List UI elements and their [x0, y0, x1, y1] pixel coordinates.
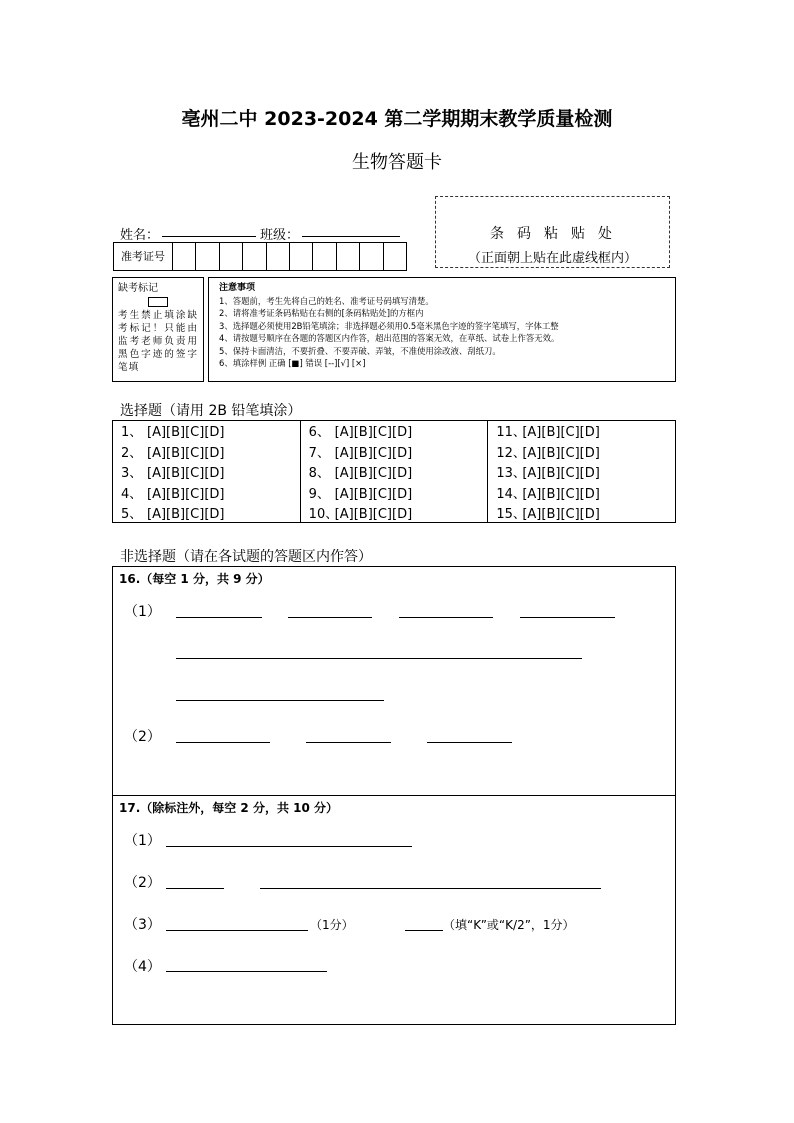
q17-heading: 17.（除标注外，每空 2 分，共 10 分）	[119, 801, 339, 815]
q17-part4-label: （4）	[124, 959, 161, 975]
q16-answer-blank[interactable]	[288, 605, 372, 618]
mc-row[interactable]: 14、[A][B][C][D]	[496, 486, 600, 502]
q17-answer-blank[interactable]	[405, 918, 443, 931]
mc-answer-grid	[112, 420, 676, 523]
name-label: 姓名：	[120, 228, 160, 243]
exam-id-cell[interactable]	[220, 243, 243, 270]
page-subtitle: 生物答题卡	[352, 152, 442, 173]
class-field[interactable]	[302, 224, 400, 237]
exam-id-cell[interactable]	[384, 243, 406, 270]
absent-mark-text: 考生禁止填涂缺考标记！只能由监考老师负责用黑色字迹的签字笔填	[118, 310, 198, 373]
q16-answer-blank[interactable]	[176, 730, 270, 743]
mc-column	[113, 421, 300, 522]
barcode-hint: （正面朝上贴在此虚线框内）	[467, 251, 637, 266]
exam-id-cell[interactable]	[243, 243, 266, 270]
barcode-title: 条码粘贴处	[490, 226, 625, 242]
exam-id-cell[interactable]	[267, 243, 290, 270]
mc-row[interactable]: 6、 [A][B][C][D]	[308, 425, 413, 440]
q17-part3-score-note: （1分）	[310, 918, 354, 932]
exam-id-label: 准考证号	[114, 243, 173, 270]
mc-row[interactable]: 10、[A][B][C][D]	[308, 507, 413, 523]
q16-answer-blank[interactable]	[427, 730, 512, 743]
exam-id-cell[interactable]	[313, 243, 336, 270]
notes-item: 6、填涂样例 正确 [■] 错误 [--][√] [×]	[219, 358, 366, 368]
name-field[interactable]	[162, 224, 256, 237]
mc-row[interactable]: 8、 [A][B][C][D]	[308, 466, 413, 482]
mc-row[interactable]: 9、 [A][B][C][D]	[308, 486, 413, 502]
q17-answer-blank[interactable]	[166, 876, 224, 889]
exam-id-cell[interactable]	[337, 243, 360, 270]
mc-column	[300, 421, 488, 522]
mc-row[interactable]: 15、[A][B][C][D]	[496, 507, 600, 523]
mc-row[interactable]: 4、 [A][B][C][D]	[121, 486, 225, 502]
q16-answer-blank[interactable]	[399, 605, 493, 618]
q16-answer-blank[interactable]	[176, 688, 384, 701]
q17-part2-label: （2）	[124, 875, 161, 891]
q17-part1-label: （1）	[124, 833, 161, 849]
mc-section-label: 选择题（请用 2B 铅笔填涂）	[120, 403, 302, 419]
mc-row[interactable]: 12、[A][B][C][D]	[496, 445, 600, 461]
mc-row[interactable]: 7、 [A][B][C][D]	[308, 445, 413, 461]
q17-answer-blank[interactable]	[260, 876, 601, 889]
q16-answer-area	[112, 566, 676, 796]
q17-answer-blank[interactable]	[166, 918, 308, 931]
q17-answer-blank[interactable]	[166, 959, 327, 972]
q17-part3-fill-note: （填“K”或“K/2”，1分）	[443, 918, 575, 932]
mc-row[interactable]: 5、 [A][B][C][D]	[121, 507, 225, 523]
absent-mark-checkbox[interactable]	[148, 297, 168, 307]
exam-id-cell[interactable]	[196, 243, 219, 270]
exam-id-cell[interactable]	[290, 243, 313, 270]
mc-row[interactable]: 2、 [A][B][C][D]	[121, 445, 225, 461]
class-label: 班级：	[260, 228, 300, 243]
mc-row[interactable]: 1、 [A][B][C][D]	[121, 425, 225, 440]
notes-box	[208, 277, 676, 382]
barcode-area	[435, 196, 670, 268]
q16-part1-label: （1）	[124, 604, 161, 620]
notes-title: 注意事项	[219, 283, 256, 293]
q16-answer-blank[interactable]	[176, 646, 582, 659]
notes-item: 2、请将准考证条码粘贴在右侧的[条码粘贴处]的方框内	[219, 308, 424, 318]
absent-mark-title: 缺考标记	[118, 283, 158, 294]
q16-heading: 16.（每空 1 分，共 9 分）	[119, 572, 270, 586]
q17-answer-area	[112, 795, 676, 1025]
notes-item: 1、答题前，考生先将自己的姓名、准考证号码填写清楚。	[219, 295, 434, 306]
mc-row[interactable]: 13、[A][B][C][D]	[496, 466, 600, 482]
q17-answer-blank[interactable]	[166, 834, 412, 847]
q17-part3-label: （3）	[124, 917, 161, 933]
mc-row[interactable]: 3、 [A][B][C][D]	[121, 466, 225, 482]
absent-mark-box	[112, 277, 204, 382]
notes-item: 5、保持卡面清洁，不要折叠、不要弄破、弄皱，不准使用涂改液、刮纸刀。	[219, 345, 501, 356]
mc-column	[487, 421, 675, 522]
q16-answer-blank[interactable]	[306, 730, 391, 743]
exam-id-cell[interactable]	[360, 243, 383, 270]
q16-answer-blank[interactable]	[520, 605, 615, 618]
non-mc-section-label: 非选择题（请在各试题的答题区内作答）	[120, 549, 372, 565]
mc-row[interactable]: 11、[A][B][C][D]	[496, 425, 600, 440]
q16-answer-blank[interactable]	[176, 605, 262, 618]
exam-id-cell[interactable]	[173, 243, 196, 270]
page-title: 亳州二中 2023-2024 第二学期期末教学质量检测	[181, 108, 613, 130]
notes-item: 4、请按题号顺序在各题的答题区内作答，超出范围的答案无效，在草纸、试卷上作答无效。	[219, 333, 560, 343]
notes-item: 3、选择题必须使用2B铅笔填涂；非选择题必须用0.5毫米黑色字迹的签字笔填写，字体工整	[219, 320, 559, 331]
q16-part2-label: （2）	[124, 729, 161, 745]
exam-id-box	[113, 242, 407, 271]
